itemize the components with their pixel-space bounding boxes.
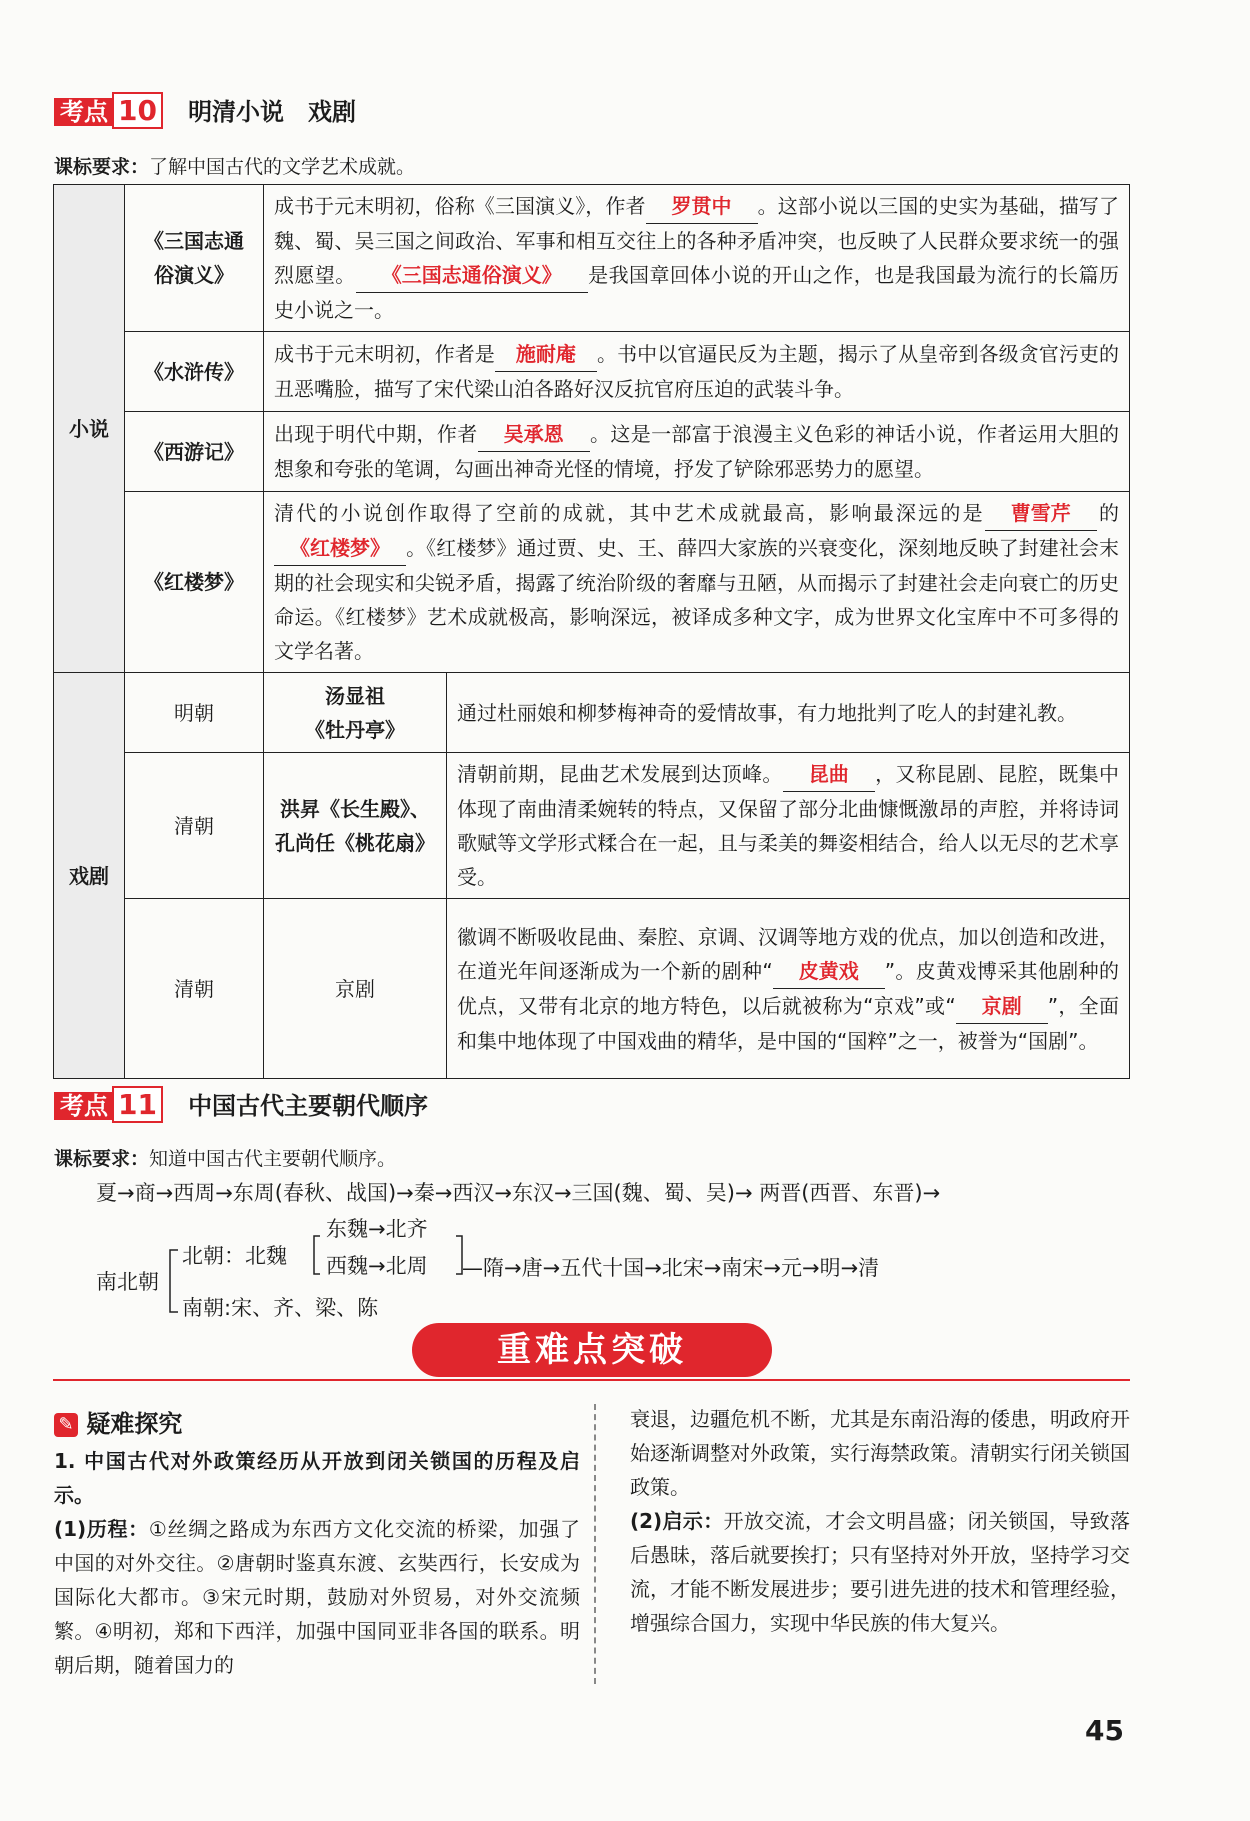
table-row <box>54 185 1130 332</box>
answer-blank: 昆曲 <box>783 757 875 792</box>
nanbeichao-label: 南北朝 <box>96 1270 159 1294</box>
bracket-lines <box>164 1230 464 1320</box>
answer-blank: 《三国志通俗演义》 <box>356 258 588 293</box>
dynasty-cell: 明朝 <box>125 673 264 753</box>
explore-left-column <box>54 1444 580 1682</box>
work-name: 《红楼梦》 <box>125 492 264 673</box>
section-10-header <box>54 92 356 128</box>
table-row <box>54 673 1130 753</box>
banner-title: 重难点突破 <box>412 1323 772 1377</box>
dynasty-line-2: —隋→唐→五代十国→北宋→南宋→元→明→清 <box>462 1256 880 1280</box>
table-row <box>54 899 1130 1079</box>
process-paragraph: (1)历程：①丝绸之路成为东西方文化交流的桥梁，加强了中国的对外交往。②唐朝时鉴真东渡、玄奘西行，长安成为国际化大都市。③宋元时期，鼓励对外贸易，对外交流频繁。④明初，郑和下西洋，加强中国同亚非各国的联系。明朝后期，随着国力的 <box>54 1517 580 1677</box>
section-title: 中国古代主要朝代顺序 <box>188 1091 429 1120</box>
work-name: 洪昇《长生殿》、 孔尚任《桃花扇》 <box>264 753 447 899</box>
work-name: 《西游记》 <box>125 412 264 492</box>
dynasty-cell: 清朝 <box>125 899 264 1079</box>
answer-blank: 曹雪芹 <box>985 496 1097 531</box>
work-desc: 通过杜丽娘和柳梦梅神奇的爱情故事，有力地批判了吃人的封建礼教。 <box>447 673 1130 753</box>
table-row <box>54 332 1130 412</box>
requirement: 课标要求：了解中国古代的文学艺术成就。 <box>54 156 416 178</box>
explore-heading: ✎ 疑难探究 <box>54 1404 182 1439</box>
work-desc: 徽调不断吸收昆曲、秦腔、京调、汉调等地方戏的优点，加以创造和改进，在道光年间逐渐成为一个新的剧种“ 皮黄戏 ”。皮黄戏博采其他剧种的优点，又带有北京的地方特色，以后就被称为“京戏”或“ 京剧 ”，全面和集中地体现了中国戏曲的精华，是中国的“国粹”之一，被誉为“国剧”。 <box>447 899 1130 1079</box>
requirement: 课标要求：知道中国古代主要朝代顺序。 <box>54 1148 397 1170</box>
work-name: 《三国志通俗演义》 <box>125 185 264 332</box>
work-name: 汤显祖 《牡丹亭》 <box>264 673 447 753</box>
work-desc: 成书于元末明初，俗称《三国演义》，作者 罗贯中 。这部小说以三国的史实为基础，描写了魏、蜀、吴三国之间政治、军事和相互交往上的各种矛盾冲突，也反映了人民群众要求统一的强烈愿望。 《三国志通俗演义》 是我国章回体小说的开山之作，也是我国最为流行的长篇历史小说之一。 <box>264 185 1130 332</box>
work-desc: 成书于元末明初，作者是 施耐庵 。书中以官逼民反为主题，揭示了从皇帝到各级贪官污吏的丑恶嘴脸，描写了宋代梁山泊各路好汉反抗官府压迫的武装斗争。 <box>264 332 1130 412</box>
divider <box>53 1379 1130 1381</box>
north-dynasties: 北朝：北魏 <box>182 1244 287 1268</box>
table-row <box>54 753 1130 899</box>
inspiration-paragraph: (2)启示：开放交流，才会文明昌盛；闭关锁国，导致落后愚昧，落后就要挨打；只有坚持对外开放，坚持学习交流，才能不断发展进步；要引进先进的技术和管理经验，增强综合国力，实现中华民族的伟大复兴。 <box>630 1509 1131 1635</box>
western-wei: 西魏→北周 <box>326 1254 428 1278</box>
category-cell: 小说 <box>54 185 125 673</box>
pencil-icon: ✎ <box>54 1413 78 1437</box>
answer-blank: 吴承恩 <box>478 417 590 452</box>
section-tag: 考点 11 <box>54 1088 163 1122</box>
page-number: 45 <box>1085 1714 1124 1747</box>
dynasty-line-1: 夏→商→西周→东周(春秋、战国)→秦→西汉→东汉→三国(魏、蜀、吴)→ 两晋(西晋、东晋)→ <box>96 1181 941 1205</box>
south-dynasties: 南朝:宋、齐、梁、陈 <box>182 1296 379 1320</box>
table-row <box>54 492 1130 673</box>
novel-drama-table <box>53 184 1130 1079</box>
work-desc: 清朝前期，昆曲艺术发展到达顶峰。 昆曲 ，又称昆剧、昆腔，既集中体现了南曲清柔婉转的特点，又保留了部分北曲慷慨激昂的声腔，并将诗词歌赋等文学形式糅合在一起，且与柔美的舞姿相结合，给人以无尽的艺术享受。 <box>447 753 1130 899</box>
explore-right-column: 衰退，边疆危机不断，尤其是东南沿海的倭患，明政府开始逐渐调整对外政策，实行海禁政策。清朝实行闭关锁国政策。 (2)启示：开放交流，才会文明昌盛；闭关锁国，导致落后愚昧，落后就要挨打；只有坚持对外开放，坚持学习交流，才能不断发展进步；要引进先进的技术和管理经验，增强综合国力，实现中华民族的伟大复兴。 <box>630 1402 1130 1640</box>
answer-blank: 皮黄戏 <box>773 954 885 989</box>
section-11-header <box>54 1086 428 1122</box>
answer-blank: 京剧 <box>956 989 1048 1024</box>
answer-blank: 罗贯中 <box>646 189 758 224</box>
column-divider <box>594 1404 596 1684</box>
table-row <box>54 412 1130 492</box>
section-title: 明清小说 戏剧 <box>188 97 357 126</box>
eastern-wei: 东魏→北齐 <box>326 1217 428 1241</box>
answer-blank: 施耐庵 <box>495 337 597 372</box>
question-title: 1. 中国古代对外政策经历从开放到闭关锁国的历程及启示。 <box>54 1449 580 1507</box>
work-name: 京剧 <box>264 899 447 1079</box>
work-desc: 清代的小说创作取得了空前的成就，其中艺术成就最高，影响最深远的是 曹雪芹 的《红楼梦》 。《红楼梦》通过贾、史、王、薛四大家族的兴衰变化，深刻地反映了封建社会末期的社会现实和尖锐矛盾，揭露了统治阶级的奢靡与丑陋，从而揭示了封建社会走向衰亡的历史命运。《红楼梦》艺术成就极高，影响深远，被译成多种文字，成为世界文化宝库中不可多得的文学名著。 <box>264 492 1130 673</box>
dynasty-cell: 清朝 <box>125 753 264 899</box>
work-desc: 出现于明代中期，作者 吴承恩 。这是一部富于浪漫主义色彩的神话小说，作者运用大胆的想象和夸张的笔调，勾画出神奇光怪的情境，抒发了铲除邪恶势力的愿望。 <box>264 412 1130 492</box>
category-cell: 戏剧 <box>54 673 125 1079</box>
section-tag: 考点 10 <box>54 94 163 128</box>
answer-blank: 《红楼梦》 <box>274 531 406 566</box>
work-name: 《水浒传》 <box>125 332 264 412</box>
